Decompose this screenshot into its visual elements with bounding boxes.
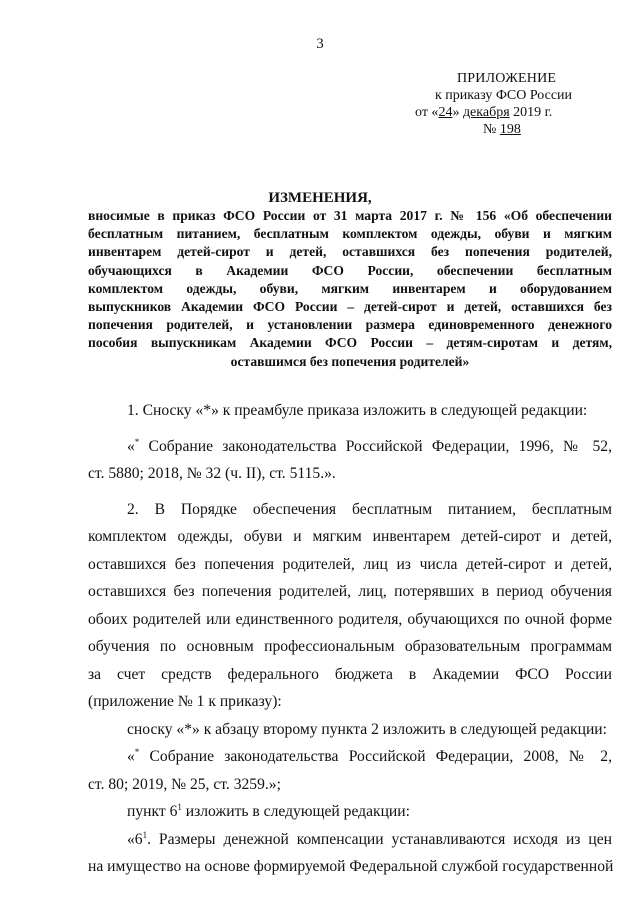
paragraph-3-line: за счет средств федерального бюджета в Академии ФСО России — [88, 665, 612, 683]
footnote-mark: * — [134, 436, 140, 447]
paragraph-4: сноску «*» к абзацу второму пункта 2 изложить в следующей редакции: — [127, 720, 607, 738]
subtitle-line: бесплатным питанием, бесплатным комплектом одежды, обуви и мягким — [88, 226, 612, 242]
appendix-order-line: к приказу ФСО России — [435, 88, 573, 103]
paragraph-3-line: (приложение № 1 к приказу): — [88, 693, 282, 710]
appendix-title: ПРИЛОЖЕНИЕ — [457, 71, 557, 86]
paragraph-2-line-1 — [88, 433, 612, 461]
appendix-block — [405, 70, 605, 138]
subtitle-line: обучающихся в Академии ФСО России, обеспечении бесплатным — [88, 262, 612, 278]
paragraph-1: 1. Сноску «*» к преамбуле приказа изложить в следующей редакции: — [127, 402, 588, 419]
paragraph-3-line: обучения по основным профессиональным образовательным программам — [88, 638, 612, 655]
subtitle-line: вносимые в приказ ФСО России от 31 марта 2017 г. № 156 «Об обеспечении — [88, 208, 612, 223]
paragraph-6-rest: изложить в следующей редакции: — [181, 803, 410, 820]
paragraph-3-line: оставшихся без попечения родителей, лиц, потерявших в период обучения — [88, 583, 612, 600]
paragraph-7-text: . Размеры денежной компенсации устанавливаются исходя из цен — [147, 830, 612, 848]
paragraph-7-line-1 — [88, 826, 612, 854]
document-subtitle — [88, 207, 612, 371]
date-prefix: от « — [415, 105, 439, 120]
date-day: 24 — [438, 105, 453, 120]
paragraph-3-line: комплектом одежды, обуви и мягким инвентарем детей-сирот и детей, — [88, 528, 612, 545]
paragraph-7-start: «6 — [127, 830, 143, 848]
paragraph-3-line: обоих родителей или единственного родителя, обучающихся по очной форме — [88, 610, 612, 628]
date-mid: » — [452, 105, 463, 120]
paragraph-6 — [88, 798, 612, 826]
subtitle-line: комплектом одежды, обуви, мягким инвентарем и оборудованием — [88, 280, 612, 296]
paragraph-5-text: Собрание законодательства Российской Федерации, 2008, № 2, — [139, 748, 612, 765]
superscript: 1 — [177, 801, 182, 812]
paragraph-6-text: пункт 6 — [127, 803, 178, 820]
document-body — [88, 397, 612, 881]
paragraph-3-line: 2. В Порядке обеспечения бесплатным питанием, бесплатным — [127, 500, 612, 518]
subtitle-line: инвентарем детей-сирот и детей, оставшихся без попечения родителей, — [88, 244, 612, 260]
page-number: 3 — [316, 36, 324, 52]
subtitle-line: пособия выпускникам Академии ФСО России – детям-сиротам и детям, — [88, 335, 612, 351]
appendix-date — [405, 104, 605, 121]
subtitle-line: попечения родителей, и установлении размера единовременного денежного — [88, 317, 612, 333]
quote-open: « — [127, 437, 135, 455]
footnote-mark: * — [134, 746, 140, 757]
number-prefix: № — [483, 122, 500, 137]
document-title: ИЗМЕНЕНИЯ, — [268, 190, 372, 206]
paragraph-7-line-2: на имущество на основе формируемой Федеральной службой государственной — [88, 858, 614, 875]
superscript: 1 — [142, 829, 148, 840]
subtitle-line: оставшимся без попечения родителей» — [230, 353, 470, 369]
paragraph-5-line-2: ст. 80; 2019, № 25, ст. 3259.»; — [88, 775, 281, 793]
appendix-number — [405, 121, 605, 138]
subtitle-line: выпускников Академии ФСО России – детей-сирот и детей, оставшихся без — [88, 299, 612, 315]
paragraph-2-text: Собрание законодательства Российской Федерации, 1996, № 52, — [139, 437, 612, 455]
date-year: 2019 г. — [509, 105, 553, 120]
order-number: 198 — [499, 122, 521, 137]
quote-open: « — [127, 748, 135, 765]
paragraph-3-line: оставшихся без попечения родителей, лиц из числа детей-сирот и детей, — [88, 555, 612, 573]
date-month: декабря — [462, 105, 510, 120]
paragraph-5-line-1 — [88, 743, 612, 771]
paragraph-2-line-2: ст. 5880; 2018, № 32 (ч. II), ст. 5115.». — [88, 465, 336, 482]
